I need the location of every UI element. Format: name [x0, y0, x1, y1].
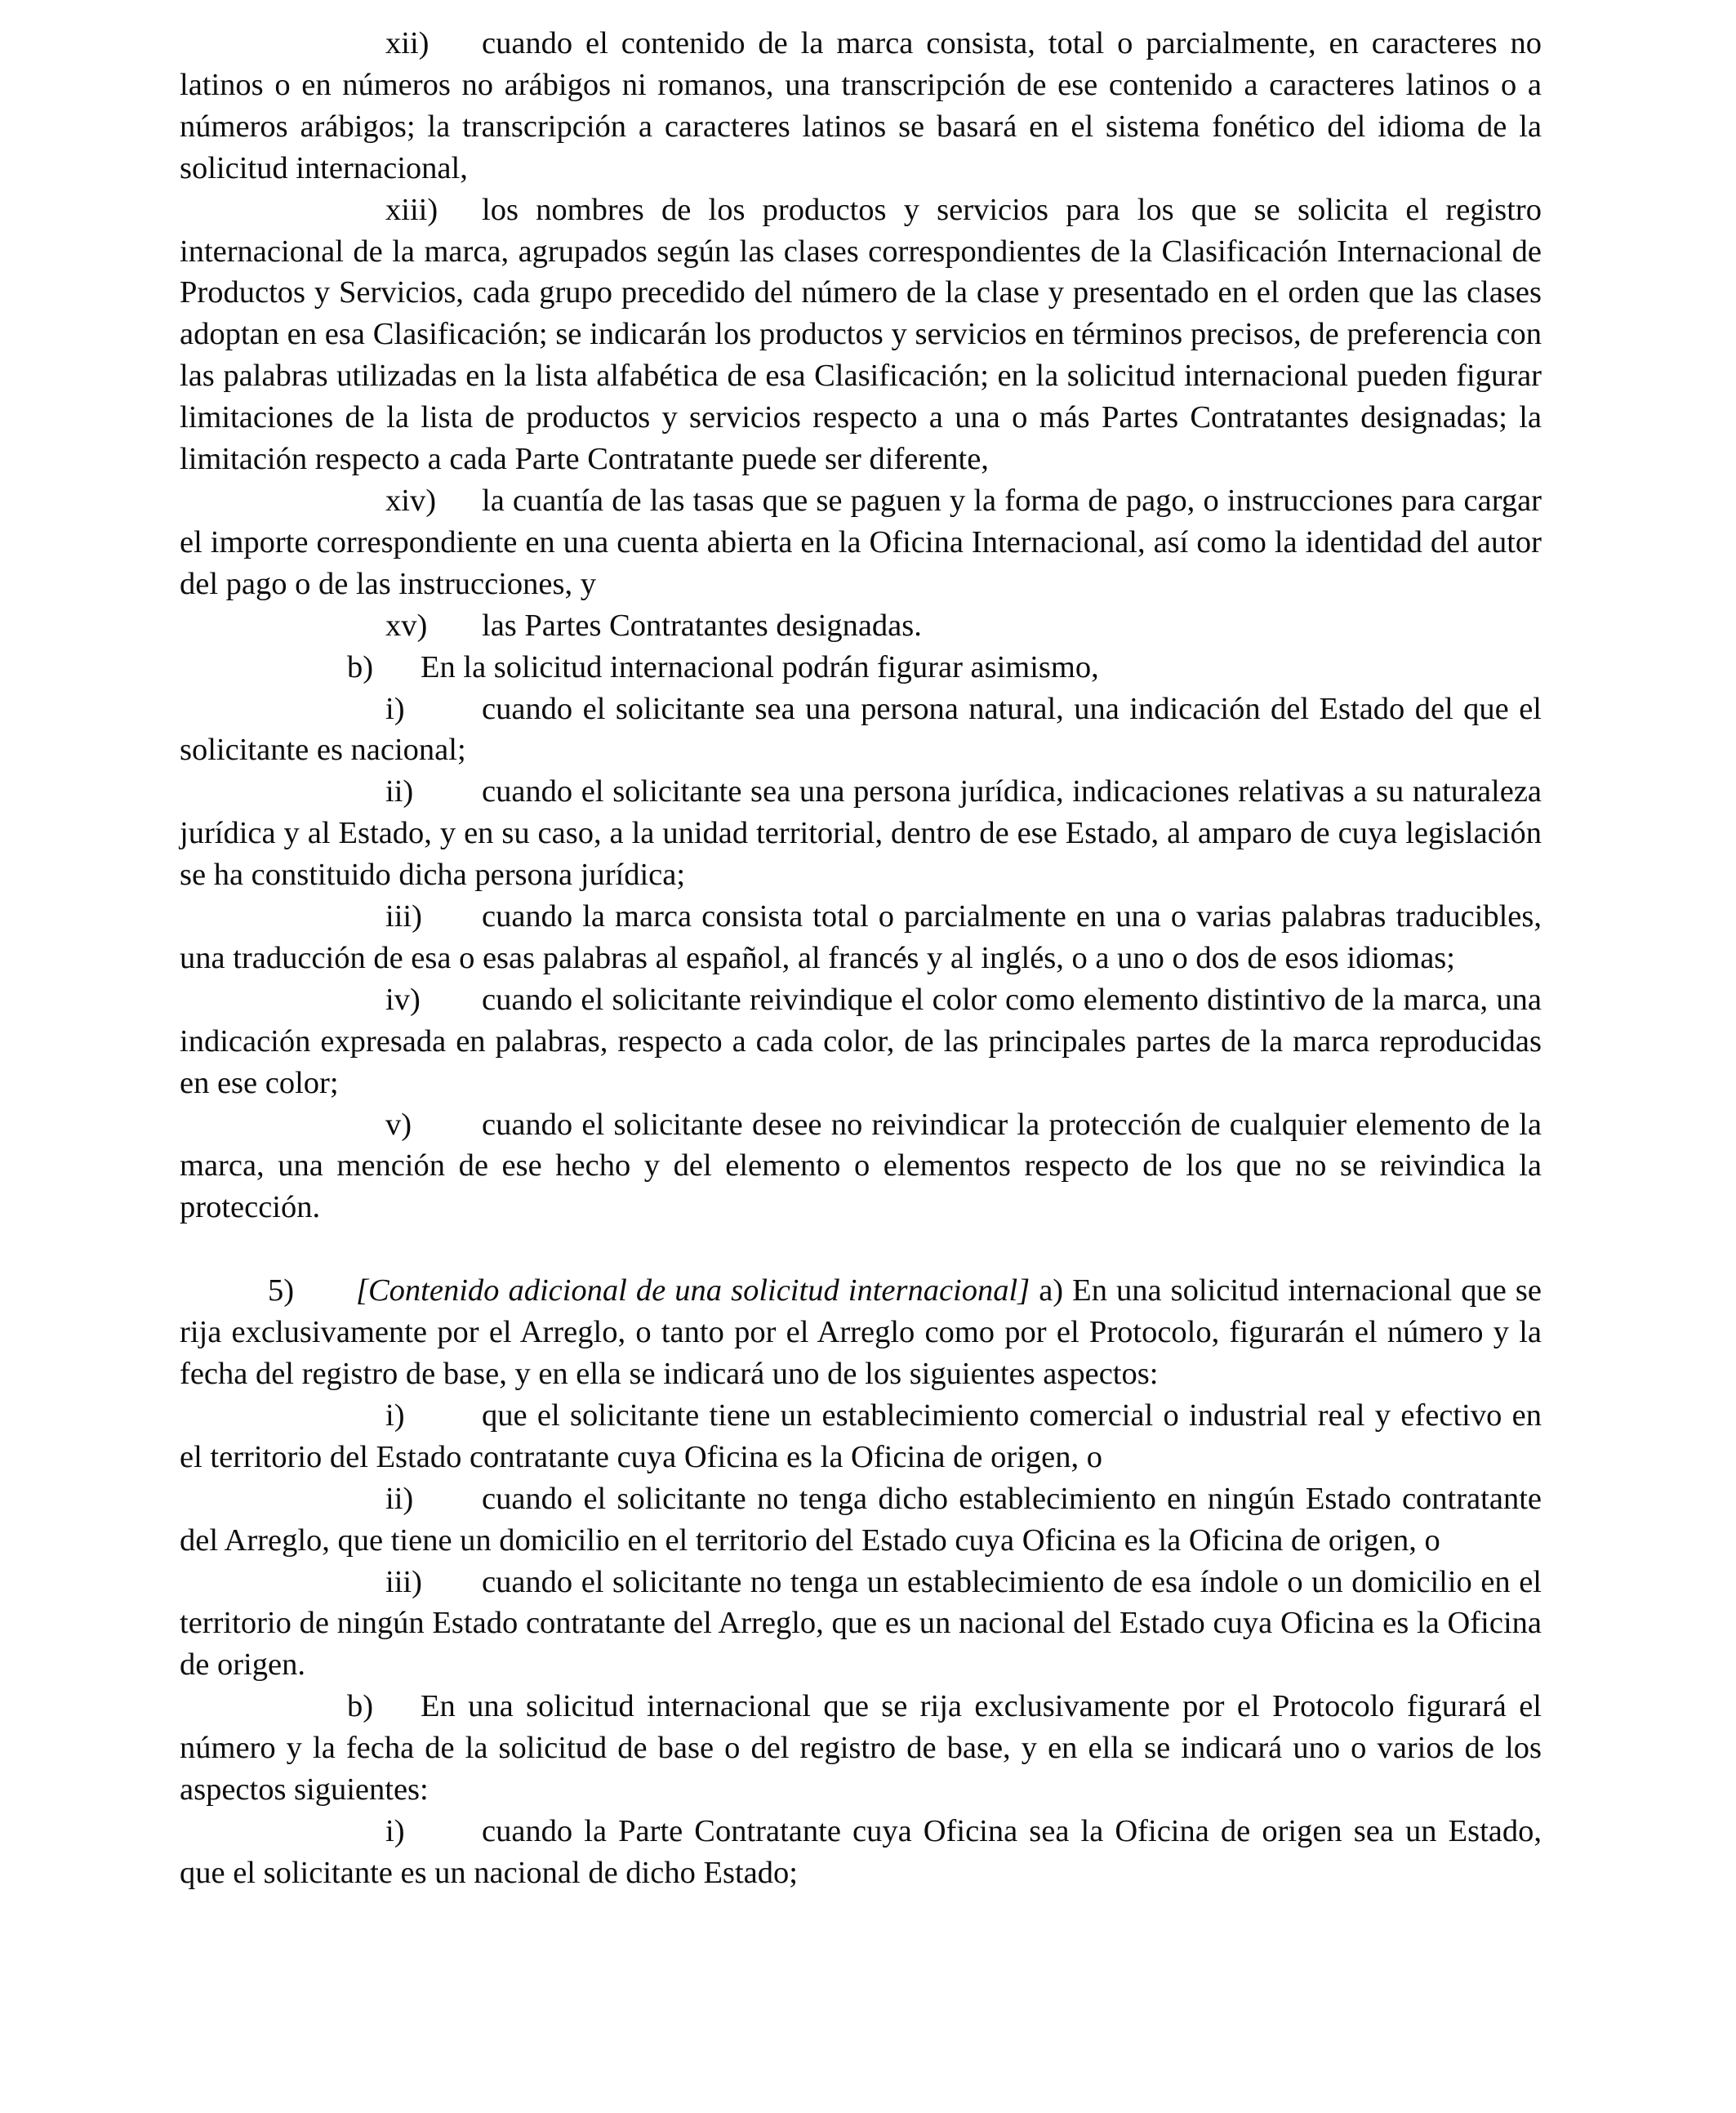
item-text: cuando el solicitante reivindique el color como elemento distintivo de la marca, una indicación expresada en palabras, respecto a cada color, de las principales partes de la marca reproducidas en ese color;: [180, 982, 1542, 1100]
item-number: xiv): [385, 483, 437, 518]
list-item-iv: [180, 979, 1542, 1104]
paragraph-5: [180, 1270, 1542, 1395]
item-number: i): [385, 1813, 405, 1848]
item-text: cuando el solicitante no tenga un establecimiento de esa índole o un domicilio en el territorio de ningún Estado contratante del Arreglo, que es un nacional del Estado cuya Oficina es la Oficina de origen.: [180, 1564, 1542, 1683]
item-number: xiii): [385, 192, 438, 227]
item-text: las Partes Contratantes designadas.: [482, 608, 922, 643]
item-text: cuando la marca consista total o parcialmente en una o varias palabras traducibles, una traducción de esa o esas palabras al español, al francés y al inglés, o a uno o dos de esos idiomas;: [180, 899, 1542, 975]
subparagraph-letter: b): [347, 1689, 374, 1724]
item-number: iv): [385, 982, 421, 1017]
list-item-5a-ii: [180, 1478, 1542, 1562]
list-item-ii: [180, 771, 1542, 896]
item-text: cuando el solicitante desee no reivindicar la protección de cualquier elemento de la marca, una mención de ese hecho y del elemento o elementos respecto de los que no se reivindica la protección.: [180, 1107, 1542, 1225]
item-text: cuando el solicitante sea una persona jurídica, indicaciones relativas a su naturaleza jurídica y al Estado, y en su caso, a la unidad territorial, dentro de ese Estado, al amparo de cuya legislación se ha constituido dicha persona jurídica;: [180, 774, 1542, 893]
list-item-v: [180, 1104, 1542, 1229]
subparagraph-letter: b): [347, 649, 374, 684]
list-item-xii: [180, 23, 1542, 189]
list-item-i: [180, 689, 1542, 772]
item-number: xii): [385, 26, 430, 60]
item-text: que el solicitante tiene un establecimiento comercial o industrial real y efectivo en el territorio del Estado contratante cuya Oficina es la Oficina de origen, o: [180, 1398, 1542, 1474]
paragraph-text: a) En una solicitud internacional que se rija exclusivamente por el Arreglo, o tanto por el Arreglo como por el Protocolo, figurarán el número y la fecha del registro de base, y en ella se indicará uno de los siguientes aspectos:: [180, 1273, 1542, 1391]
item-number: ii): [385, 1481, 414, 1516]
item-text: la cuantía de las tasas que se paguen y la forma de pago, o instrucciones para cargar el importe correspondiente en una cuenta abierta en la Oficina Internacional, así como la identidad del autor del pago o de las instrucciones, y: [180, 483, 1542, 601]
item-number: iii): [385, 1564, 422, 1599]
subparagraph-5b: [180, 1686, 1542, 1811]
subparagraph-b: [180, 647, 1542, 689]
item-number: i): [385, 691, 405, 726]
item-text: cuando el contenido de la marca consista, total o parcialmente, en caracteres no latinos o en números no arábigos ni romanos, una transcripción de ese contenido a caracteres latinos o a números arábigos; la transcripción a caracteres latinos se basará en el sistema fonético del idioma de la solicitud internacional,: [180, 26, 1542, 185]
subparagraph-text: En la solicitud internacional podrán figurar asimismo,: [421, 649, 1099, 684]
item-number: v): [385, 1107, 412, 1142]
item-text: cuando el solicitante no tenga dicho establecimiento en ningún Estado contratante del Arreglo, que tiene un domicilio en el territorio del Estado cuya Oficina es la Oficina de origen, o: [180, 1481, 1542, 1558]
item-number: ii): [385, 774, 414, 809]
list-item-iii: [180, 896, 1542, 979]
list-item-xv: [180, 605, 1542, 647]
list-item-5a-iii: [180, 1562, 1542, 1687]
item-number: i): [385, 1398, 405, 1433]
list-item-xiv: [180, 480, 1542, 605]
item-text: cuando la Parte Contratante cuya Oficina sea la Oficina de origen sea un Estado, que el solicitante es un nacional de dicho Estado;: [180, 1813, 1542, 1890]
item-text: los nombres de los productos y servicios para los que se solicita el registro internacional de la marca, agrupados según las clases correspondientes de la Clasificación Internacional de Productos y Servicios, cada grupo precedido del número de la clase y presentado en el orden que las clases adoptan en esa Clasificación; se indicarán los productos y servicios en términos precisos, de preferencia con las palabras utilizadas en la lista alfabética de esa Clasificación; en la solicitud internacional pueden figurar limitaciones de la lista de productos y servicios respecto a una o más Partes Contratantes designadas; la limitación respecto a cada Parte Contratante puede ser diferente,: [180, 192, 1542, 477]
paragraph-number: 5): [268, 1273, 295, 1308]
list-item-5b-i: [180, 1811, 1542, 1894]
document-page: [180, 23, 1542, 1894]
subparagraph-text: En una solicitud internacional que se rija exclusivamente por el Protocolo figurará el número y la fecha de la solicitud de base o del registro de base, y en ella se indicará uno o varios de los aspectos siguientes:: [180, 1689, 1542, 1808]
item-number: iii): [385, 899, 422, 934]
list-item-xiii: [180, 189, 1542, 480]
paragraph-heading: [Contenido adicional de una solicitud internacional]: [356, 1273, 1030, 1308]
list-item-5a-i: [180, 1395, 1542, 1478]
item-number: xv): [385, 608, 428, 643]
item-text: cuando el solicitante sea una persona natural, una indicación del Estado del que el solicitante es nacional;: [180, 691, 1542, 768]
